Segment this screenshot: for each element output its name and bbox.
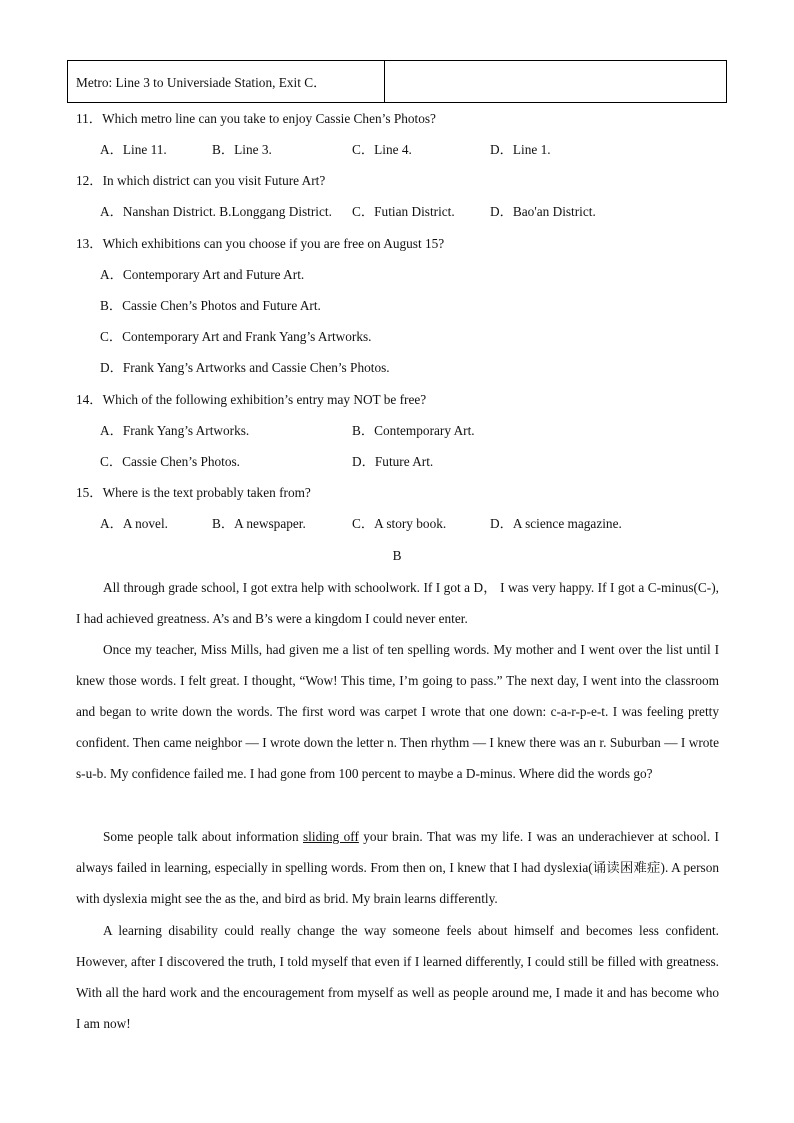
q11-option-c: C．Line 4. <box>352 142 412 157</box>
question-14-stem: 14．Which of the following exhibition’s entry may NOT be free? <box>76 392 427 407</box>
q11-option-a: A．Line 11. <box>100 142 167 157</box>
q12-option-c: C．Futian District. <box>352 204 455 219</box>
empty-cell <box>385 61 727 103</box>
q13-option-b: B．Cassie Chen’s Photos and Future Art. <box>100 298 321 313</box>
passage-paragraph-3 <box>76 821 719 914</box>
q15-option-a: A．A novel. <box>100 516 168 531</box>
question-11-stem: 11．Which metro line can you take to enjoy Cassie Chen’s Photos? <box>76 111 436 126</box>
q15-option-b: B．A newspaper. <box>212 516 306 531</box>
metro-cell: Metro: Line 3 to Universiade Station, Exit C． <box>68 61 385 103</box>
q11-option-b: B．Line 3. <box>212 142 272 157</box>
q14-option-d: D．Future Art. <box>352 454 434 469</box>
q14-option-a: A．Frank Yang’s Artworks. <box>100 423 250 438</box>
question-15-stem: 15．Where is the text probably taken from? <box>76 485 311 500</box>
underlined-phrase: sliding off <box>303 829 359 844</box>
q15-option-d: D．A science magazine. <box>490 516 622 531</box>
p3-text-before: Some people talk about information <box>103 829 303 844</box>
q12-option-ab: A．Nanshan District. B.Longgang District. <box>100 204 332 219</box>
p3-text-after: your brain. That was my life. I was an underachiever at school. I always failed in learning, especially in spelling words. From then on, I knew that I had dyslexia(诵读困难症). A person with dyslexia might see the as the, and bird as brid. My brain learns differently. <box>76 829 719 907</box>
q13-option-d: D．Frank Yang’s Artworks and Cassie Chen’s Photos. <box>100 360 390 375</box>
section-heading: B <box>392 548 402 563</box>
metro-info-table <box>67 60 727 103</box>
q14-option-c: C．Cassie Chen’s Photos. <box>100 454 241 469</box>
q15-option-c: C．A story book. <box>352 516 447 531</box>
passage-paragraph-2: Once my teacher, Miss Mills, had given me a list of ten spelling words. My mother and I went over the list until I knew those words. I felt great. I thought, “Wow! This time, I’m going to pass.” The next day, I went into the classroom and began to write down the words. The first word was carpet I wrote that one down: c-a-r-p-e-t. I was feeling pretty confident. Then came neighbor — I wrote down the letter n. Then rhythm — I knew there was an r. Suburban — I wrote s-u-b. My confidence failed me. I had gone from 100 percent to maybe a D-minus. Where did the words go? <box>76 642 719 782</box>
q11-option-d: D．Line 1. <box>490 142 551 157</box>
passage-paragraph-4: A learning disability could really change the way someone feels about himself and becomes less confident. However, after I discovered the truth, I told myself that even if I learned differently, I could still be filled with greatness. With all the hard work and the encouragement from myself as well as people around me, I made it and has become who I am now! <box>76 923 719 1032</box>
question-13-stem: 13．Which exhibitions can you choose if you are free on August 15? <box>76 236 445 251</box>
q14-option-b: B．Contemporary Art. <box>352 423 475 438</box>
q13-option-a: A．Contemporary Art and Future Art. <box>100 267 305 282</box>
q12-option-d: D．Bao'an District. <box>490 204 596 219</box>
passage-paragraph-1: All through grade school, I got extra help with schoolwork. If I got a D， I was very happy. If I got a C-minus(C-), I had achieved greatness. A’s and B’s were a kingdom I could never enter. <box>76 580 719 627</box>
q13-option-c: C．Contemporary Art and Frank Yang’s Artworks. <box>100 329 372 344</box>
table-row <box>68 61 727 103</box>
question-12-stem: 12．In which district can you visit Future Art? <box>76 173 326 188</box>
